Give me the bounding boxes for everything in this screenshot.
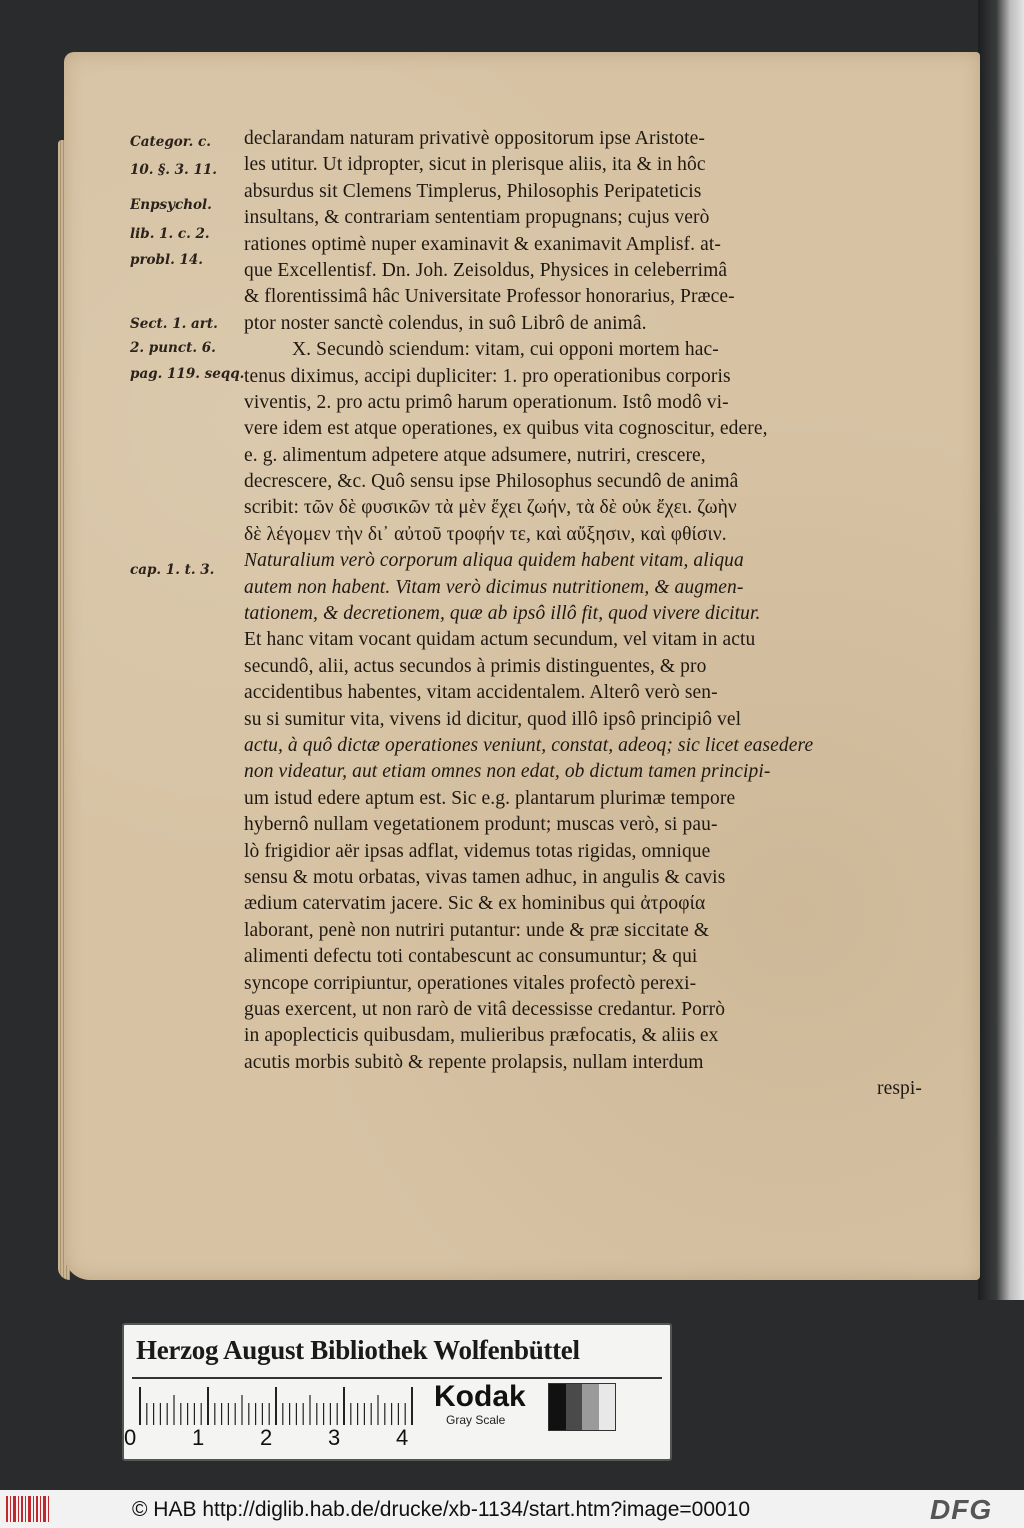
text-line: Naturalium verò corporum aliqua quidem habent vitam, aliqua xyxy=(244,550,744,572)
text-line: δὲ λέγομεν τὴν δι᾽ αὐτοῦ τροφήν τε, καὶ αὔξησιν, καὶ φθίσιν. xyxy=(244,523,727,545)
text-line: les utitur. Ut idpropter, sicut in plerisque aliis, ita & in hôc xyxy=(244,154,706,176)
text-line: alimenti defectu toti contabescunt ac consumuntur; & qui xyxy=(244,946,698,968)
text-line: actu, à quô dictæ operationes veniunt, constat, adeoq; sic licet easedere xyxy=(244,734,814,756)
ruler-ticks-icon xyxy=(136,1385,436,1429)
text-line: secundô, alii, actus secundos à primis distinguentes, & pro xyxy=(244,655,707,677)
text-line: ædium catervatim jacere. Sic & ex hominibus qui ἀτροφία xyxy=(244,893,706,915)
text-line: acutis morbis subitò & repente prolapsis, nullam interdum xyxy=(244,1051,704,1073)
ruler-label: 2 xyxy=(260,1425,273,1450)
text-line: non videatur, aut etiam omnes non edat, ob dictum tamen principi- xyxy=(244,761,771,783)
text-line: tationem, & decretionem, quæ ab ipsô illô fit, quod vivere dicitur. xyxy=(244,603,761,625)
library-name: Herzog August Bibliothek Wolfenbüttel xyxy=(136,1335,580,1365)
margin-note: cap. 1. t. 3. xyxy=(130,562,215,578)
kodak-wordmark: Kodak xyxy=(434,1380,526,1413)
catchword: respi- xyxy=(877,1078,922,1100)
ruler-label: 3 xyxy=(328,1425,341,1450)
text-line: que Excellentisf. Dn. Joh. Zeisoldus, Physices in celeberrimâ xyxy=(244,259,728,281)
gray-patch xyxy=(549,1384,566,1430)
copyright-url: © HAB http://diglib.hab.de/drucke/xb-1134/start.htm?image=00010 xyxy=(132,1498,751,1521)
barcode-icon xyxy=(6,1496,50,1522)
text-line: declarandam naturam privativè oppositorum ipse Aristote- xyxy=(244,128,706,149)
text-line: e. g. alimentum adpetere atque adsumere, nutriri, crescere, xyxy=(244,444,706,466)
text-line: in apoplecticis quibusdam, mulieribus præfocatis, & aliis ex xyxy=(244,1025,719,1047)
text-line: scribit: τῶν δὲ φυσικῶν τὰ μὲν ἔχει ζωήν, τὰ δὲ οὐκ ἔχει. ζωὴν xyxy=(244,497,737,519)
text-line: tenus diximus, accipi dupliciter: 1. pro operationibus corporis xyxy=(244,365,731,387)
gray-scale-patches xyxy=(548,1383,616,1431)
text-line: hybernô nullam vegetationem produnt; muscas verò, si pau- xyxy=(244,814,718,836)
margin-note: Sect. 1. art. xyxy=(130,316,218,332)
text-line: X. Secundò sciendum: vitam, cui opponi mortem hac- xyxy=(292,339,719,361)
library-color-card xyxy=(122,1323,672,1461)
ruler-labels xyxy=(124,1425,444,1455)
gray-patch xyxy=(582,1384,599,1430)
margin-note: Enpsychol. xyxy=(130,197,212,213)
text-line: viventis, 2. pro actu primô harum operationum. Istô modô vi- xyxy=(244,391,729,413)
text-line: syncope corripiuntur, operationes vitales profectò perexi- xyxy=(244,972,697,994)
background-strip xyxy=(978,0,1024,1300)
footer-bar xyxy=(0,1490,1024,1528)
kodak-logo xyxy=(434,1381,544,1427)
card-divider xyxy=(132,1377,662,1379)
margin-note: lib. 1. c. 2. xyxy=(130,226,210,242)
text-line: su si sumitur vita, vivens id dicitur, quod illô ipsô principiô vel xyxy=(244,708,742,730)
gray-patch xyxy=(566,1384,583,1430)
ruler-label: 4 xyxy=(396,1425,409,1450)
ruler-label: 0 xyxy=(124,1425,137,1450)
text-line: ptor noster sanctè colendus, in suô Librô de animâ. xyxy=(244,312,647,334)
text-line: Et hanc vitam vocant quidam actum secundum, vel vitam in actu xyxy=(244,629,756,651)
main-text xyxy=(244,126,936,1102)
text-line: autem non habent. Vitam verò dicimus nutritionem, & augmen- xyxy=(244,576,744,598)
text-line: decrescere, &c. Quô sensu ipse Philosophus secundô de animâ xyxy=(244,471,739,493)
text-line: accidentibus habentes, vitam accidentalem. Alterô verò sen- xyxy=(244,682,718,704)
gray-patch xyxy=(599,1384,616,1430)
margin-note: Categor. c. xyxy=(130,134,211,150)
text-line: guas exercent, ut non rarò de vitâ decessisse credantur. Porrò xyxy=(244,998,726,1020)
text-line: absurdus sit Clemens Timplerus, Philosophis Peripateticis xyxy=(244,180,702,202)
text-line: sensu & motu orbatas, vivas tamen adhuc, in angulis & cavis xyxy=(244,866,726,888)
ruler-label: 1 xyxy=(192,1425,205,1450)
text-line: rationes optimè nuper examinavit & exanimavit Amplisf. at- xyxy=(244,233,721,255)
text-line: laborant, penè non nutriri putantur: unde & præ siccitate & xyxy=(244,919,710,941)
margin-note: 2. punct. 6. xyxy=(130,340,216,356)
text-line: vere idem est atque operationes, ex quibus vita cognoscitur, edere, xyxy=(244,418,768,440)
scale-ruler xyxy=(136,1385,436,1429)
margin-note: probl. 14. xyxy=(130,252,204,268)
text-line: lò frigidior aër ipsas adflat, videmus totas rigidas, omnique xyxy=(244,840,711,862)
margin-note: 10. §. 3. 11. xyxy=(130,162,217,178)
text-line: insultans, & contrariam sententiam propugnans; cujus verò xyxy=(244,207,710,229)
margin-note: pag. 119. seqq. xyxy=(130,366,245,382)
text-line: um istud edere aptum est. Sic e.g. plantarum plurimæ tempore xyxy=(244,787,736,809)
gray-scale-label: Gray Scale xyxy=(446,1413,506,1427)
text-line: & florentissimâ hâc Universitate Professor honorarius, Præce- xyxy=(244,286,735,308)
dfg-logo: DFG xyxy=(930,1494,993,1525)
